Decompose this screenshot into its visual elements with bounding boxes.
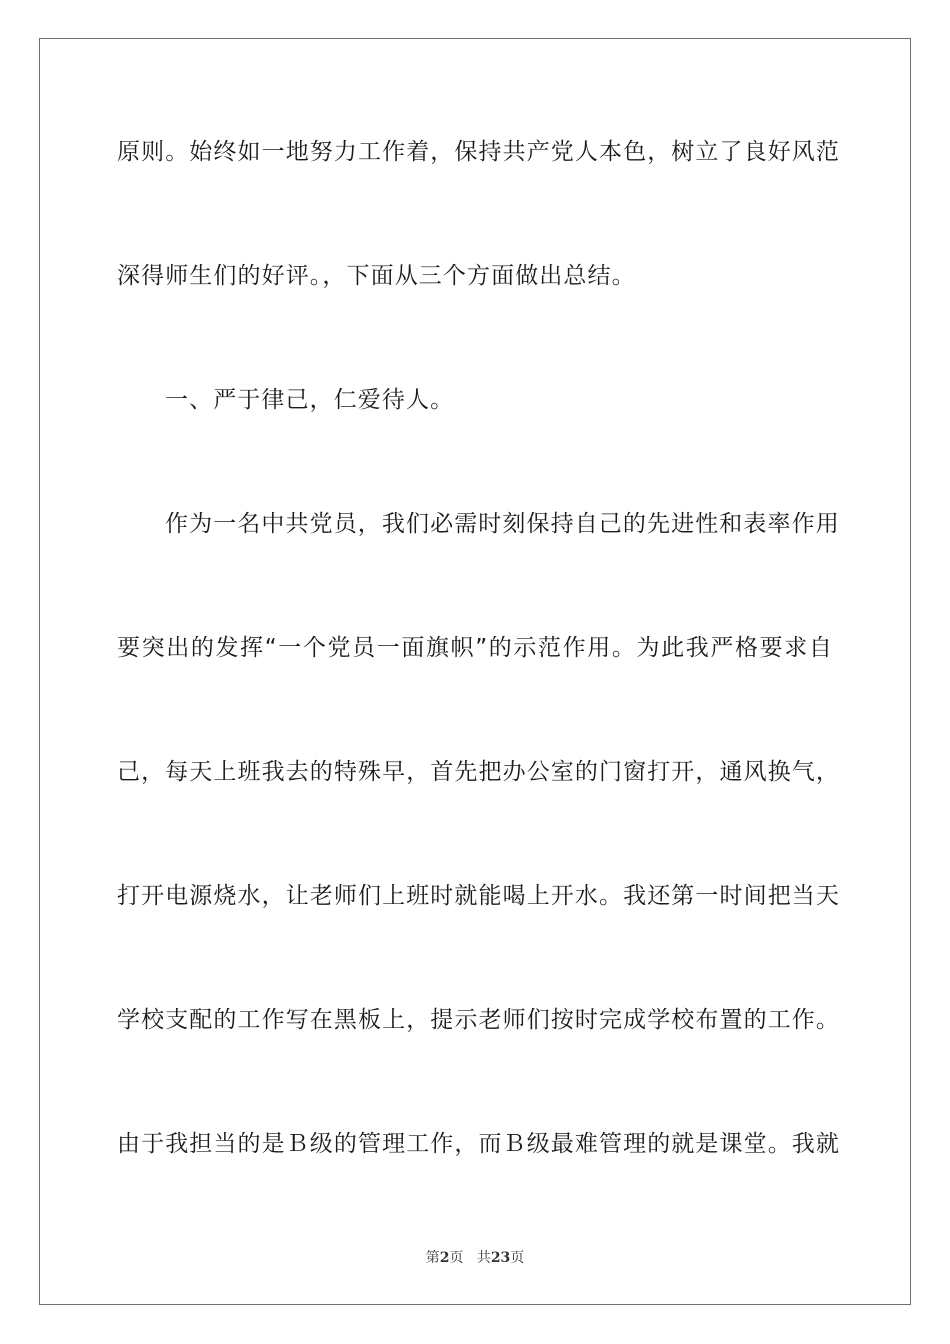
section-heading: 一、严于律己，仁爱待人。 bbox=[165, 387, 455, 413]
body-line-7: 打开电源烧水，让老师们上班时就能喝上开水。我还第一时间把当天 bbox=[117, 883, 840, 909]
body-line-8: 学校支配的工作写在黑板上，提示老师们按时完成学校布置的工作。 bbox=[117, 1007, 840, 1033]
body-line-4: 作为一名中共党员，我们必需时刻保持自己的先进性和表率作用 bbox=[165, 511, 840, 537]
footer-total-prefix: 共 bbox=[476, 1250, 491, 1266]
body-line-1: 原则。始终如一地努力工作着，保持共产党人本色，树立了良好风范 bbox=[117, 139, 840, 165]
footer-total-pages: 23 bbox=[490, 1250, 511, 1266]
footer-page-prefix: 第 bbox=[425, 1250, 440, 1266]
footer-page-number: 2 bbox=[439, 1250, 450, 1266]
footer-total-suffix: 页 bbox=[510, 1250, 525, 1266]
body-line-2: 深得师生们的好评。，下面从三个方面做出总结。 bbox=[117, 263, 636, 289]
footer-page-suffix: 页 bbox=[449, 1250, 464, 1266]
body-line-5: 要突出的发挥“一个党员一面旗帜”的示范作用。为此我严格要求自 bbox=[117, 635, 833, 661]
page-footer bbox=[0, 1247, 950, 1267]
page-frame bbox=[39, 38, 911, 1305]
body-line-9: 由于我担当的是Ｂ级的管理工作，而Ｂ级最难管理的就是课堂。我就 bbox=[117, 1131, 840, 1157]
body-line-6: 己，每天上班我去的特殊早，首先把办公室的门窗打开，通风换气， bbox=[117, 759, 840, 785]
